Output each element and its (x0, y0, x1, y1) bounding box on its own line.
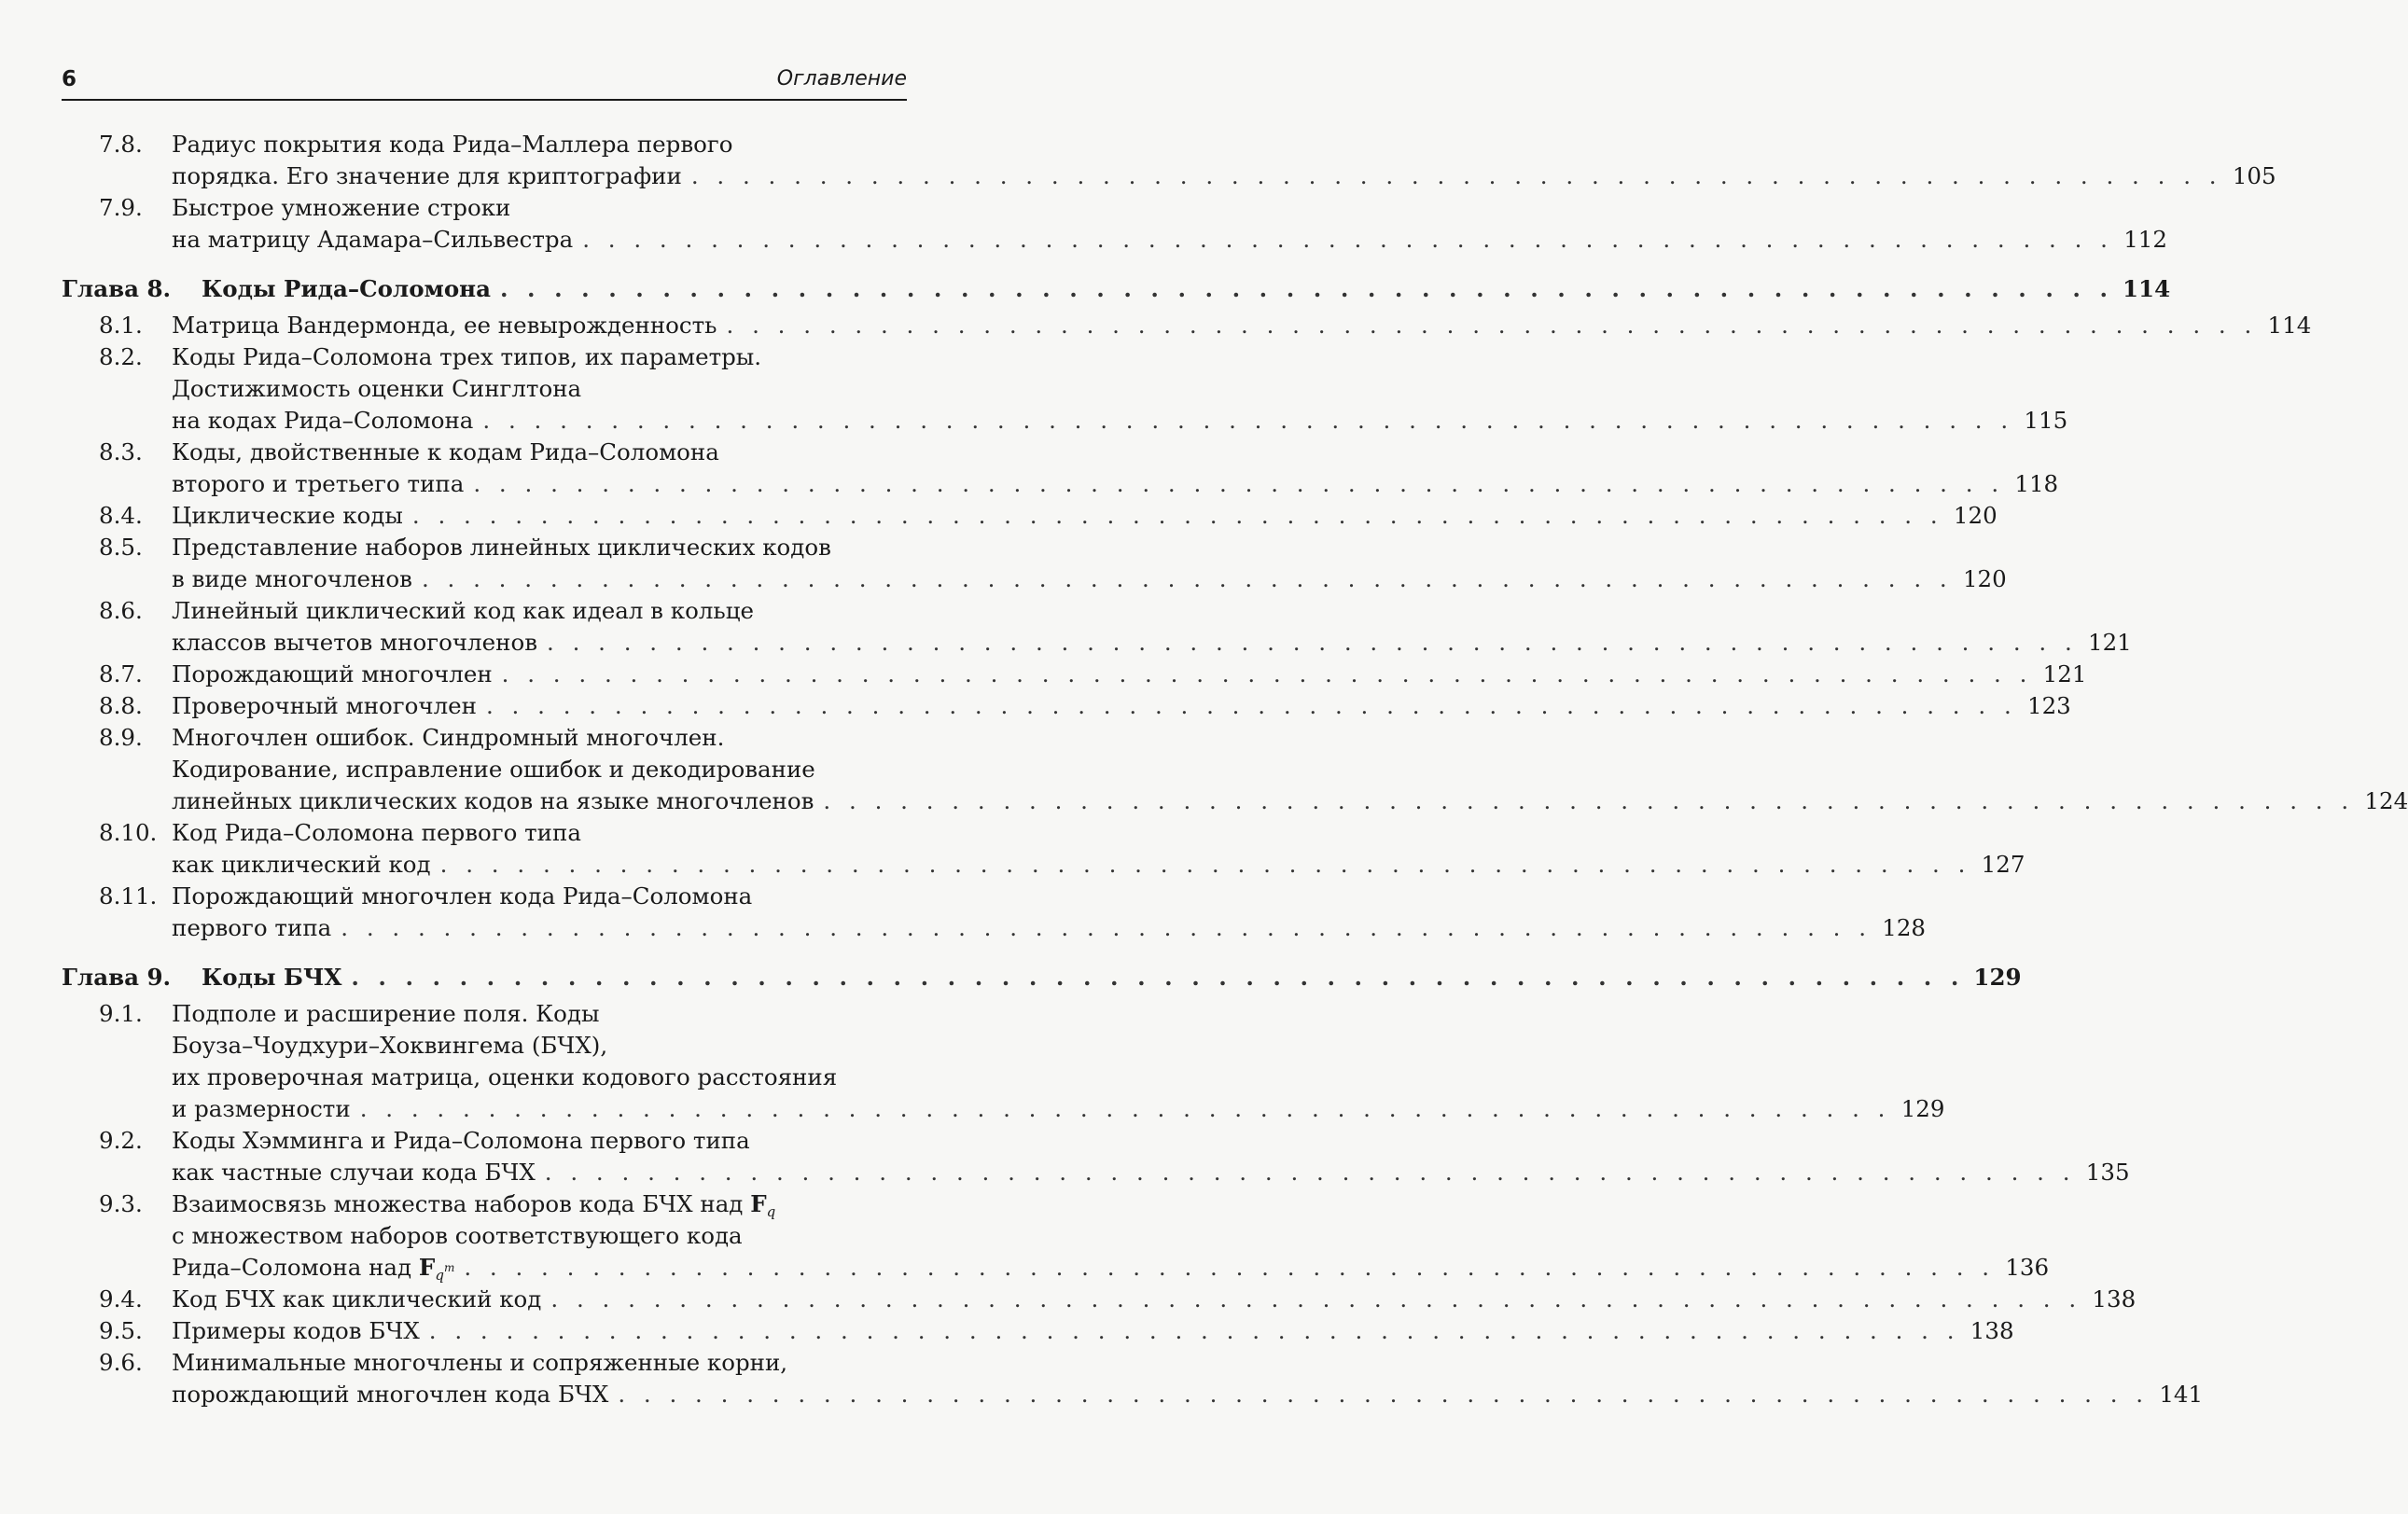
chapter-page-number: 129 (1973, 964, 2022, 991)
chapter-title: Коды БЧХ (202, 964, 342, 991)
section-title-last-line (172, 468, 2059, 500)
section-page-number: 138 (1970, 1317, 2014, 1344)
chapter-title-line (202, 959, 2022, 996)
section-title-line: Коды, двойственные к кодам Рида–Соломона (172, 438, 719, 465)
toc-line (62, 849, 2025, 881)
section-title-line: Код БЧХ как циклический код (172, 1285, 542, 1313)
section-title-line: как частные случаи кода БЧХ (172, 1159, 536, 1186)
toc-line (62, 1125, 907, 1157)
dot-leader: . . . . . . . . . . . . . . . . . . . . . . . . . . . . . . . . . . . . . . . . . . . . . . . . . . . . . . . . . . . . (482, 407, 2014, 434)
toc-line (62, 224, 2167, 256)
section-page-number: 127 (1981, 851, 2025, 878)
section-title-line: Рида–Соломона над $F_{q^m}$ (172, 1254, 455, 1284)
page-number: 6 (62, 67, 77, 91)
toc-line (62, 341, 907, 373)
toc-line (62, 310, 2312, 341)
dot-leader: . . . . . . . . . . . . . . . . . . . . . . . . . . . . . . . . . . . . . . . . . . . . . . . . . . . . . . . . . . . . (618, 1381, 2150, 1408)
section-title-last-line (172, 405, 2068, 437)
section-title-last-line (172, 1157, 2130, 1188)
section-title-last-line (172, 500, 1997, 532)
section-page-number: 128 (1882, 914, 1927, 941)
section-page-number: 129 (1900, 1095, 1945, 1122)
dot-leader: . . . . . . . . . . . . . . . . . . . . . . . . . . . . . . . . . . . . . . . . . . . . . . . . . . . . . . . . . . . . (411, 502, 1943, 529)
section-title-line: Боуза–Чоудхури–Хоквингема (БЧХ), (172, 1032, 608, 1059)
dot-leader: . . . . . . . . . . . . . . . . . . . . . . . . . . . . . . . . . . . . . . . . . . . . . . . . . . . . . . . . . . . . (485, 692, 2017, 719)
section-page-number: 136 (2005, 1254, 2050, 1281)
toc-line (62, 1252, 2050, 1284)
section-page-number: 123 (2026, 692, 2071, 719)
section-page-number: 135 (2085, 1159, 2130, 1186)
section-page-number: 118 (2014, 470, 2059, 497)
section-page-number: 141 (2159, 1381, 2204, 1408)
section-page-number: 120 (1953, 502, 1997, 529)
section-number: 8.10. (99, 819, 158, 846)
section-title-line: Код Рида–Соломона первого типа (172, 819, 581, 846)
section-number: 9.5. (99, 1317, 143, 1344)
dot-leader: . . . . . . . . . . . . . . . . . . . . . . . . . . . . . . . . . . . . . . . . . . . . . . . . . . . . . . . . . . . . (550, 1285, 2082, 1313)
dot-leader: . . . . . . . . . . . . . . . . . . . . . . . . . . . . . . . . . . . . . . . . . . . . . . . . . . . . . . . . . . . . (351, 964, 1965, 991)
section-number: 8.11. (99, 882, 158, 910)
math-subscript: q (766, 1203, 776, 1220)
dot-leader: . . . . . . . . . . . . . . . . . . . . . . . . . . . . . . . . . . . . . . . . . . . . . . . . . . . . . . . . . . . . (421, 565, 1953, 592)
toc-line (62, 912, 1927, 944)
math-superscript: m (443, 1261, 455, 1274)
section-title-last-line (172, 224, 2167, 256)
math-field-1 (750, 1190, 776, 1220)
section-title-line: Подполе и расширение поля. Коды (172, 1000, 600, 1027)
chapter-title-line (202, 271, 2171, 308)
section-page-number: 138 (2092, 1285, 2137, 1313)
dot-leader: . . . . . . . . . . . . . . . . . . . . . . . . . . . . . . . . . . . . . . . . . . . . . . . . . . . . . . . . . . . . (547, 629, 2078, 656)
section-number: 8.9. (99, 724, 143, 751)
section-title-line: Коды Рида–Соломона трех типов, их параметры. (172, 343, 762, 370)
toc-line (62, 690, 2071, 722)
section-title-line: в виде многочленов (172, 565, 412, 592)
section-number: 9.1. (99, 1000, 143, 1027)
section-title-line: порождающий многочлен кода БЧХ (172, 1381, 609, 1408)
math-field-letter: F (418, 1254, 436, 1281)
section-title-line: классов вычетов многочленов (172, 629, 537, 656)
math-field-letter: F (750, 1190, 767, 1217)
section-title-last-line (172, 659, 2087, 690)
section-title-line: с множеством наборов соответствующего кода (172, 1222, 743, 1249)
toc-line (62, 437, 907, 468)
toc-line (62, 405, 2068, 437)
toc-line (62, 1062, 907, 1093)
section-number: 8.1. (99, 312, 143, 339)
dot-leader: . . . . . . . . . . . . . . . . . . . . . . . . . . . . . . . . . . . . . . . . . . . . . . . . . . . . . . . . . . . . (473, 470, 2005, 497)
section-title-last-line (172, 310, 2312, 341)
section-title-line: Коды Хэмминга и Рида–Соломона первого типа (172, 1127, 750, 1154)
section-title-line: Кодирование, исправление ошибок и декодирование (172, 756, 815, 783)
dot-leader: . . . . . . . . . . . . . . . . . . . . . . . . . . . . . . . . . . . . . . . . . . . . . . . . . . . . . . . . . . . . (582, 226, 2113, 253)
section-title-line: и размерности (172, 1095, 351, 1122)
section-title-last-line (172, 1379, 2204, 1410)
section-title-line: Многочлен ошибок. Синдромный многочлен. (172, 724, 725, 751)
toc-line (62, 563, 2007, 595)
section-title-line: на кодах Рида–Соломона (172, 407, 474, 434)
dot-leader: . . . . . . . . . . . . . . . . . . . . . . . . . . . . . . . . . . . . . . . . . . . . . . . . . . . . . . . . . . . . (501, 660, 2033, 688)
toc-line (62, 785, 2408, 817)
section-number: 8.2. (99, 343, 143, 370)
running-title: Оглавление (776, 67, 907, 90)
chapter-label: Глава 8. (62, 275, 172, 302)
dot-leader: . . . . . . . . . . . . . . . . . . . . . . . . . . . . . . . . . . . . . . . . . . . . . . . . . . . . . . . . . . . . (823, 787, 2355, 814)
math-subscript: qm (435, 1261, 455, 1284)
section-page-number: 124 (2364, 787, 2408, 814)
dot-leader: . . . . . . . . . . . . . . . . . . . . . . . . . . . . . . . . . . . . . . . . . . . . . . . . . . . . . . . . . . . . (439, 851, 1971, 878)
toc-line (62, 754, 907, 785)
section-title-line: Порождающий многочлен (172, 660, 493, 688)
section-title-line: первого типа (172, 914, 332, 941)
dot-leader: . . . . . . . . . . . . . . . . . . . . . . . . . . . . . . . . . . . . . . . . . . . . . . . . . . . . . . . . . . . . (499, 275, 2113, 302)
toc-line (62, 1188, 907, 1220)
section-title-line: Циклические коды (172, 502, 403, 529)
toc-line (62, 532, 907, 563)
section-page-number: 114 (2267, 312, 2312, 339)
table-of-contents (62, 129, 2408, 1410)
section-number: 9.4. (99, 1285, 143, 1313)
section-page-number: 112 (2123, 226, 2167, 253)
section-title-last-line (172, 690, 2071, 722)
toc-line (62, 998, 907, 1030)
section-title-line: их проверочная матрица, оценки кодового расстояния (172, 1063, 838, 1090)
section-title-line: Представление наборов линейных циклических кодов (172, 534, 831, 561)
chapter-heading (62, 959, 2022, 996)
section-title-last-line (172, 785, 2408, 817)
toc-line (62, 722, 907, 754)
section-number: 8.4. (99, 502, 143, 529)
section-number: 7.9. (99, 194, 143, 221)
toc-line (62, 1379, 2204, 1410)
section-number: 9.3. (99, 1190, 143, 1217)
section-title-line: порядка. Его значение для криптографии (172, 162, 682, 189)
toc-line (62, 881, 907, 912)
chapter-label: Глава 9. (62, 964, 172, 991)
section-number: 8.6. (99, 597, 143, 624)
chapter-page-number: 114 (2123, 275, 2171, 302)
dot-leader: . . . . . . . . . . . . . . . . . . . . . . . . . . . . . . . . . . . . . . . . . . . . . . . . . . . . . . . . . . . . (359, 1095, 1891, 1122)
section-title-line: Проверочный многочлен (172, 692, 477, 719)
toc-line (62, 817, 907, 849)
section-title-last-line (172, 627, 2132, 659)
section-page-number: 120 (1962, 565, 2007, 592)
section-title-last-line (172, 160, 2276, 192)
toc-line (62, 160, 2276, 192)
section-title-last-line (172, 849, 2025, 881)
section-title-line: Взаимосвязь множества наборов кода БЧХ над $F_q$ (172, 1190, 776, 1220)
section-title-line: Минимальные многочлены и сопряженные корни, (172, 1349, 788, 1376)
section-number: 7.8. (99, 131, 143, 158)
toc-line (62, 1347, 907, 1379)
dot-leader: . . . . . . . . . . . . . . . . . . . . . . . . . . . . . . . . . . . . . . . . . . . . . . . . . . . . . . . . . . . . (341, 914, 1872, 941)
section-title-line: Быстрое умножение строки (172, 194, 511, 221)
chapter-title: Коды Рида–Соломона (202, 275, 491, 302)
toc-line (62, 500, 1997, 532)
section-number: 9.2. (99, 1127, 143, 1154)
section-title-line: Матрица Вандермонда, ее невырожденность (172, 312, 717, 339)
math-field-2 (418, 1254, 455, 1284)
toc-line (62, 192, 907, 224)
toc-line (62, 1220, 907, 1252)
chapter-heading (62, 271, 2171, 308)
toc-line (62, 595, 907, 627)
section-page-number: 105 (2232, 162, 2276, 189)
dot-leader: . . . . . . . . . . . . . . . . . . . . . . . . . . . . . . . . . . . . . . . . . . . . . . . . . . . . . . . . . . . . (690, 162, 2222, 189)
section-number: 8.5. (99, 534, 143, 561)
section-title-last-line (172, 1284, 2137, 1315)
section-title-line: Достижимость оценки Синглтона (172, 375, 582, 402)
section-title-last-line (172, 563, 2007, 595)
section-title-line: Примеры кодов БЧХ (172, 1317, 420, 1344)
dot-leader: . . . . . . . . . . . . . . . . . . . . . . . . . . . . . . . . . . . . . . . . . . . . . . . . . . . . . . . . . . . . (428, 1317, 1960, 1344)
toc-line (62, 1284, 2137, 1315)
toc-line (62, 1315, 2014, 1347)
section-title-last-line (172, 1315, 2014, 1347)
dot-leader: . . . . . . . . . . . . . . . . . . . . . . . . . . . . . . . . . . . . . . . . . . . . . . . . . . . . . . . . . . . . (544, 1159, 2076, 1186)
toc-line (62, 627, 2132, 659)
section-page-number: 115 (2024, 407, 2068, 434)
section-title-last-line (172, 1093, 1945, 1125)
toc-line (62, 373, 907, 405)
section-title-line: Радиус покрытия кода Рида–Маллера первого (172, 131, 733, 158)
dot-leader: . . . . . . . . . . . . . . . . . . . . . . . . . . . . . . . . . . . . . . . . . . . . . . . . . . . . . . . . . . . . (464, 1254, 1996, 1281)
section-title-line: Порождающий многочлен кода Рида–Соломона (172, 882, 753, 910)
section-title-line: на матрицу Адамара–Сильвестра (172, 226, 574, 253)
toc-line (62, 1157, 2130, 1188)
toc-line (62, 1093, 1945, 1125)
toc-line (62, 1030, 907, 1062)
section-number: 8.8. (99, 692, 143, 719)
section-number: 8.3. (99, 438, 143, 465)
section-title-line: линейных циклических кодов на языке многочленов (172, 787, 814, 814)
section-title-line: как циклический код (172, 851, 431, 878)
section-page-number: 121 (2042, 660, 2087, 688)
dot-leader: . . . . . . . . . . . . . . . . . . . . . . . . . . . . . . . . . . . . . . . . . . . . . . . . . . . . . . . . . . . . (726, 312, 2258, 339)
section-number: 9.6. (99, 1349, 143, 1376)
running-head (62, 62, 907, 101)
toc-line (62, 468, 2059, 500)
section-title-last-line (172, 912, 1927, 944)
toc-line (62, 659, 2087, 690)
section-title-line: Линейный циклический код как идеал в кольце (172, 597, 754, 624)
toc-line (62, 129, 907, 160)
section-page-number: 121 (2088, 629, 2132, 656)
section-number: 8.7. (99, 660, 143, 688)
section-title-line: второго и третьего типа (172, 470, 465, 497)
